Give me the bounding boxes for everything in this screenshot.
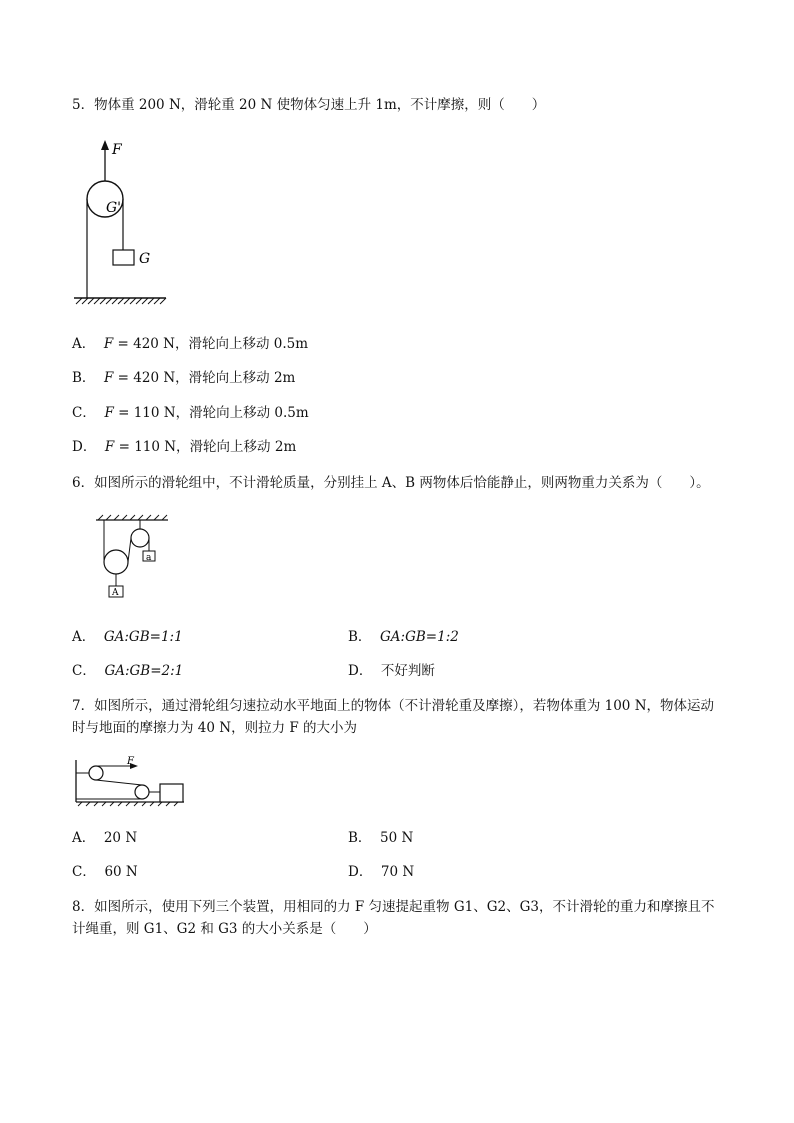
q7-stem: 7．如图所示，通过滑轮组匀速拉动水平地面上的物体（不计滑轮重及摩擦），若物体重为 100 N，物体运动时与地面的摩擦力为 40 N，则拉力 F 的大小为 [72,698,715,736]
q6-option-d[interactable]: D． 不好判断 [348,663,435,679]
q7-option-b[interactable]: B． 50 N [348,830,414,846]
q5-option-b[interactable]: B． F = 420 N，滑轮向上移动 2m [72,370,296,386]
q8-stem: 8．如图所示，使用下列三个装置，用相同的力 F 匀速提起重物 G1、G2、G3，不计滑轮的重力和摩擦且不计绳重，则 G1、G2 和 G3 的大小关系是（ ） [72,899,715,937]
q5-option-d[interactable]: D． F = 110 N，滑轮向上移动 2m [72,439,297,455]
q7-option-c[interactable]: C． 60 N [72,864,138,880]
fig5-force-label: F [112,142,122,158]
q5-stem: 5．物体重 200 N，滑轮重 20 N 使物体匀速上升 1m，不计摩擦，则（ ） [72,97,546,113]
q6-stem: 6．如图所示的滑轮组中，不计滑轮质量，分别挂上 A、B 两物体后恰能静止，则两物重力关系为（ ）。 [72,475,710,491]
q7-pulley-figure [72,756,192,808]
fig6-weight-b-label: a [146,553,152,563]
fig5-pulley-label: G' [106,200,122,216]
q5-option-c[interactable]: C． F = 110 N，滑轮向上移动 0.5m [72,405,309,421]
q6-option-b[interactable]: B． GA:GB=1:2 [348,629,459,645]
q7-option-a[interactable]: A． 20 N [72,830,138,846]
q6-option-a[interactable]: A． GA:GB=1:1 [72,629,183,645]
fig6-weight-a-label: A [112,588,119,598]
q6-option-c[interactable]: C． GA:GB=2:1 [72,663,184,679]
fig5-weight [113,250,134,265]
q6-pulley-figure [92,514,172,602]
q5-pulley-figure [70,136,180,311]
fig7-force-label: F [127,756,134,767]
force-arrow-icon [101,140,109,150]
fig5-weight-label: G [139,251,151,267]
q7-option-d[interactable]: D． 70 N [348,864,415,880]
q5-option-a[interactable]: A． F = 420 N，滑轮向上移动 0.5m [72,336,309,352]
